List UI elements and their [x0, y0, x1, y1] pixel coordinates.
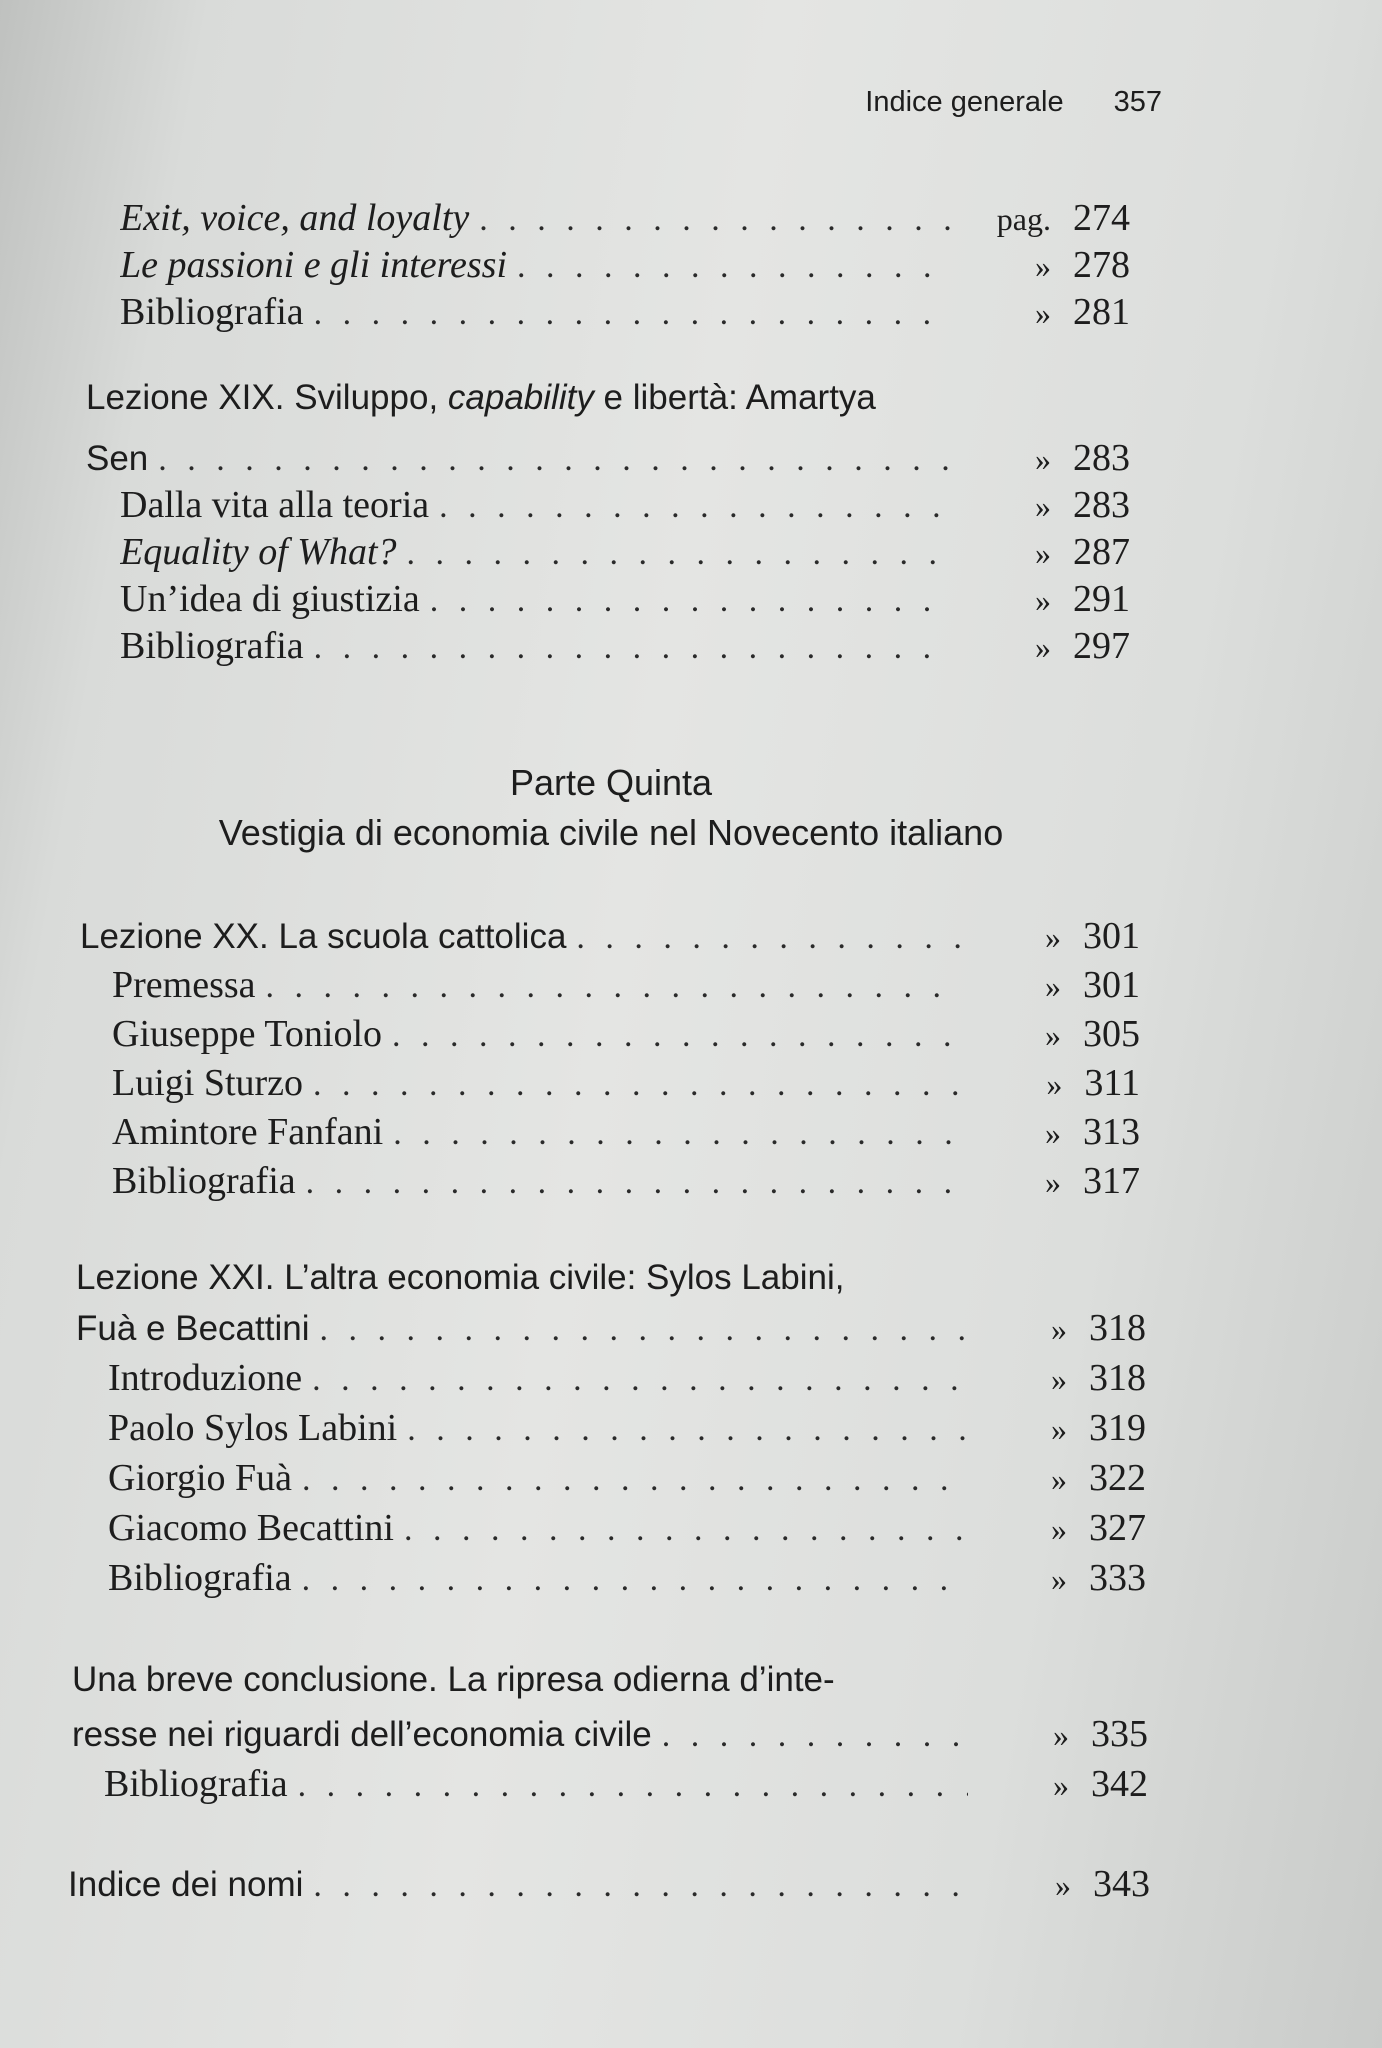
- toc-entry-page: 313: [1083, 1111, 1140, 1153]
- chapter-heading-line1: Lezione XXI. L’altra economia civile: Sylos Labini,: [76, 1258, 845, 1297]
- leader-dots: [266, 968, 960, 1006]
- toc-entry-page: 287: [1073, 531, 1130, 573]
- toc-entry-page: 343: [1093, 1863, 1150, 1905]
- leader-dots: [302, 1561, 966, 1599]
- part-label: Parte Quinta: [509, 762, 713, 803]
- leader-dots: [314, 295, 950, 333]
- page-prefix: »: [1045, 1115, 1061, 1151]
- toc-entry-title: Paolo Sylos Labini: [108, 1407, 398, 1449]
- toc-entry-title: resse nei riguardi dell’economia civile: [72, 1715, 652, 1754]
- toc-entry-page: 342: [1091, 1763, 1148, 1805]
- toc-entry-title: Bibliografia: [112, 1160, 296, 1202]
- page-prefix: »: [1045, 1017, 1061, 1053]
- page-prefix: »: [1035, 535, 1051, 571]
- toc-entry-title: Equality of What?: [120, 531, 397, 573]
- page-prefix: »: [1035, 295, 1051, 331]
- leader-dots: [430, 582, 950, 620]
- toc-entry: [120, 290, 1170, 338]
- toc-entry-title: Fuà e Becattini: [76, 1309, 310, 1348]
- toc-entry: [120, 243, 1170, 291]
- page-prefix: »: [1045, 919, 1061, 955]
- page-prefix: »: [1055, 1867, 1071, 1903]
- conclusion-heading-line1: Una breve conclusione. La ripresa odierna d’inte-: [72, 1660, 835, 1699]
- toc-entry: [108, 1456, 1186, 1504]
- toc-entry-title: Bibliografia: [108, 1557, 292, 1599]
- toc-entry: [112, 963, 1180, 1011]
- toc-entry-page: 327: [1089, 1507, 1146, 1549]
- toc-entry-page: 318: [1089, 1307, 1146, 1349]
- toc-entry: [108, 1406, 1186, 1454]
- toc-entry-title: Lezione XX. La scuola cattolica: [80, 917, 567, 956]
- toc-entry: [108, 1506, 1186, 1554]
- toc-entry-title: Giuseppe Toniolo: [112, 1013, 383, 1055]
- toc-entry-page: 335: [1091, 1713, 1148, 1755]
- page-prefix: »: [1035, 248, 1051, 284]
- running-header: [865, 86, 1162, 119]
- toc-entry-page: 322: [1089, 1457, 1146, 1499]
- leader-dots: [298, 1767, 968, 1805]
- toc-entry: [120, 530, 1170, 578]
- page-prefix: »: [1051, 1561, 1067, 1597]
- toc-entry-title: Sen: [86, 439, 149, 478]
- toc-entry-page: 311: [1084, 1062, 1140, 1104]
- page-prefix: pag.: [996, 201, 1051, 237]
- leader-dots: [306, 1164, 960, 1202]
- page-prefix: »: [1051, 1511, 1067, 1547]
- chapter-heading-line1: [86, 378, 876, 418]
- leader-dots: [393, 1115, 960, 1153]
- toc-entry: [112, 1110, 1180, 1158]
- leader-dots: [576, 919, 960, 957]
- header-title: Indice generale: [865, 86, 1064, 118]
- toc-entry-title: Dalla vita alla teoria: [120, 484, 430, 526]
- toc-chapter-entry: [72, 1712, 1188, 1760]
- toc-entry: [120, 577, 1170, 625]
- page-prefix: »: [1035, 488, 1051, 524]
- toc-entry-page: 319: [1089, 1407, 1146, 1449]
- leader-dots: [662, 1717, 968, 1755]
- toc-entry-title: Bibliografia: [120, 291, 304, 333]
- toc-entry-page: 305: [1083, 1013, 1140, 1055]
- toc-entry-title: Exit, voice, and loyalty: [120, 197, 470, 239]
- toc-chapter-entry: [68, 1862, 1190, 1910]
- page-prefix: »: [1051, 1311, 1067, 1347]
- leader-dots: [404, 1511, 966, 1549]
- toc-entry: [112, 1012, 1180, 1060]
- toc-entry-page: 283: [1073, 437, 1130, 479]
- toc-chapter-entry: [80, 914, 1180, 962]
- header-page-number: 357: [1113, 86, 1162, 118]
- leader-dots: [158, 441, 950, 479]
- toc-entry: [120, 196, 1170, 244]
- toc-entry-page: 318: [1089, 1357, 1146, 1399]
- page-prefix: »: [1053, 1767, 1069, 1803]
- chapter-heading-text: e libertà: Amartya: [593, 378, 876, 417]
- toc-entry: [120, 483, 1170, 531]
- toc-entry-title: Le passioni e gli interessi: [120, 244, 508, 286]
- page-prefix: »: [1051, 1361, 1067, 1397]
- toc-entry-page: 274: [1073, 197, 1130, 239]
- toc-entry-title: Giorgio Fuà: [108, 1457, 293, 1499]
- toc-entry-page: 317: [1083, 1160, 1140, 1202]
- page-prefix: »: [1035, 582, 1051, 618]
- leader-dots: [407, 1411, 966, 1449]
- toc-entry-page: 301: [1083, 964, 1140, 1006]
- toc-entry-page: 291: [1073, 578, 1130, 620]
- page-prefix: »: [1053, 1717, 1069, 1753]
- page-prefix: »: [1051, 1411, 1067, 1447]
- leader-dots: [314, 629, 950, 667]
- toc-entry-title: Luigi Sturzo: [112, 1062, 304, 1104]
- toc-entry: [112, 1159, 1180, 1207]
- toc-entry: [108, 1356, 1186, 1404]
- page-prefix: »: [1051, 1461, 1067, 1497]
- toc-entry-page: 333: [1089, 1557, 1146, 1599]
- toc-entry: [104, 1762, 1188, 1810]
- leader-dots: [313, 1867, 970, 1905]
- page-prefix: »: [1045, 968, 1061, 1004]
- toc-entry-title: Giacomo Becattini: [108, 1507, 394, 1549]
- chapter-heading-text: Lezione XIX. Sviluppo,: [86, 378, 448, 417]
- page-prefix: »: [1046, 1066, 1063, 1102]
- toc-entry-title: Premessa: [112, 964, 256, 1006]
- page-prefix: »: [1045, 1164, 1061, 1200]
- toc-entry: [108, 1556, 1186, 1604]
- toc-entry-title: Amintore Fanfani: [112, 1111, 384, 1153]
- toc-entry-title: Bibliografia: [120, 625, 304, 667]
- leader-dots: [392, 1017, 960, 1055]
- toc-entry: [112, 1061, 1180, 1109]
- toc-entry-title: Indice dei nomi: [68, 1865, 304, 1904]
- leader-dots: [319, 1311, 966, 1349]
- toc-entry-page: 297: [1073, 625, 1130, 667]
- leader-dots: [302, 1461, 966, 1499]
- toc-entry-page: 278: [1073, 244, 1130, 286]
- toc-entry-title: Introduzione: [108, 1357, 303, 1399]
- leader-dots: [407, 535, 950, 573]
- part-subtitle: Vestigia di economia civile nel Novecento italiano: [218, 812, 1004, 853]
- page-prefix: »: [1035, 629, 1051, 665]
- leader-dots: [312, 1361, 966, 1399]
- toc-entry-title: Bibliografia: [104, 1763, 288, 1805]
- toc-entry-title: Un’idea di giustizia: [120, 578, 420, 620]
- leader-dots: [479, 201, 950, 239]
- leader-dots: [313, 1066, 960, 1104]
- page-prefix: »: [1035, 441, 1051, 477]
- toc-chapter-entry: [76, 1306, 1186, 1354]
- chapter-heading-italic: capability: [447, 378, 594, 417]
- toc-chapter-entry: [86, 436, 1170, 484]
- toc-entry-page: 281: [1073, 291, 1130, 333]
- leader-dots: [439, 488, 950, 526]
- toc-entry-page: 283: [1073, 484, 1130, 526]
- toc-entry-page: 301: [1083, 915, 1140, 957]
- leader-dots: [517, 248, 950, 286]
- toc-entry: [120, 624, 1170, 672]
